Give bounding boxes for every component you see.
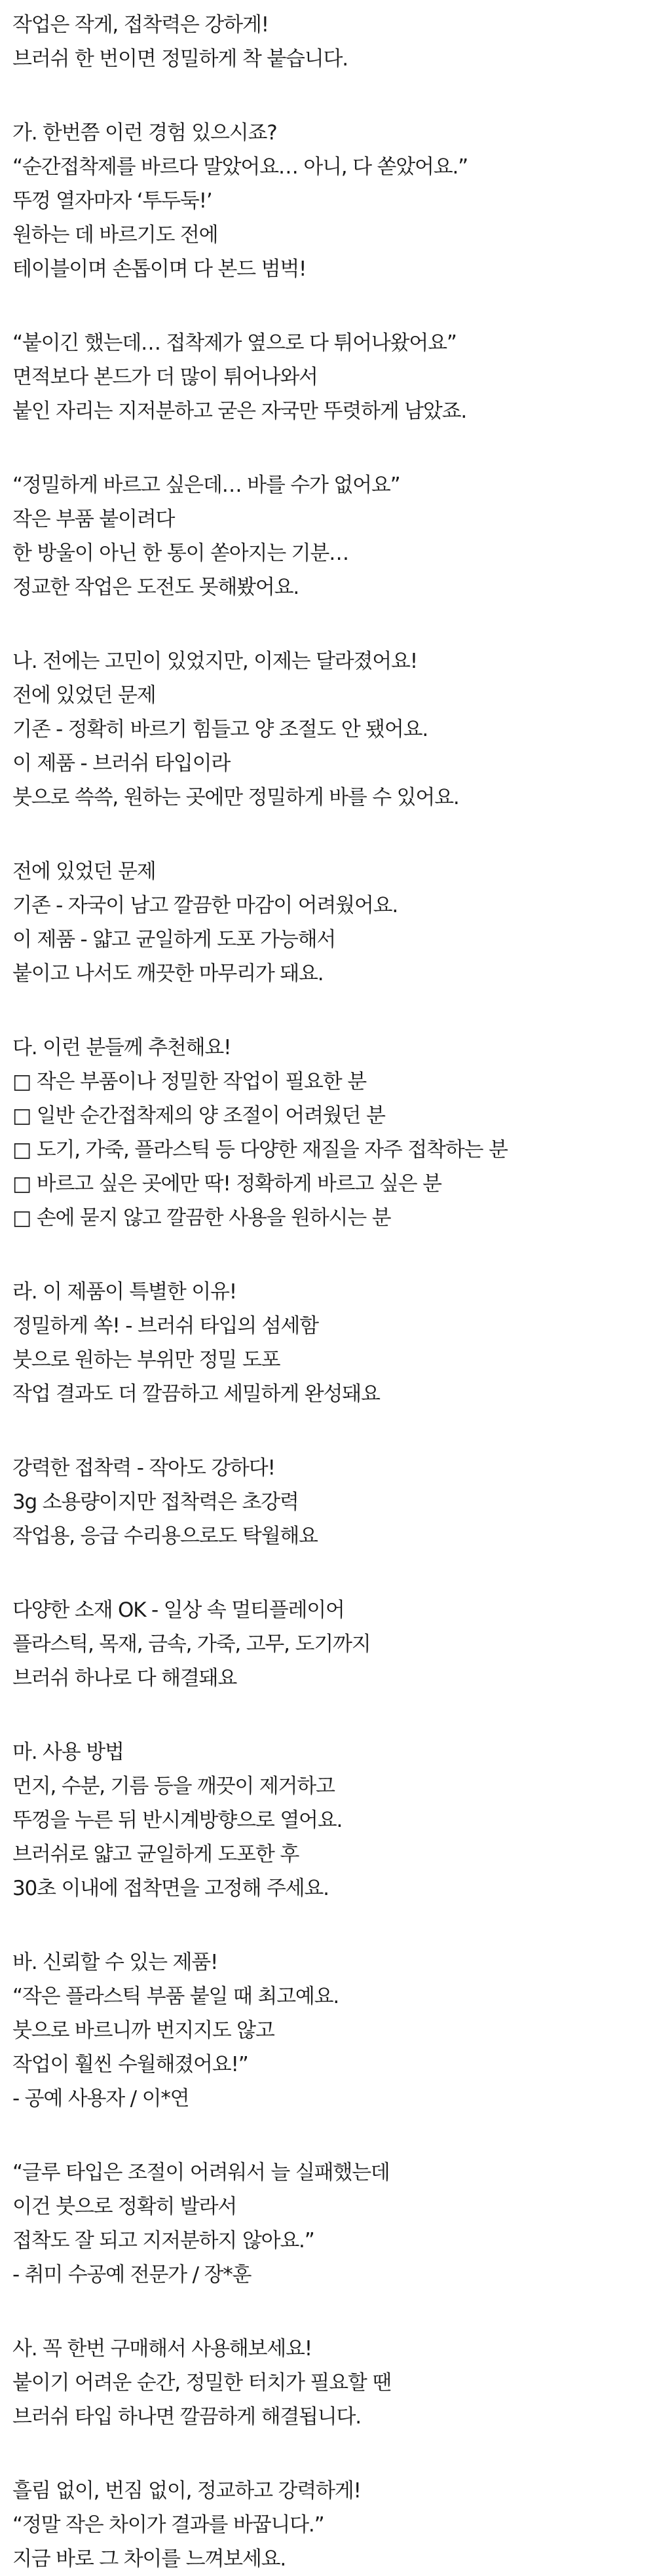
- section-na-before-after: [12, 644, 655, 815]
- text-line: 뚜껑을 누른 뒤 반시계방향으로 열어요.: [12, 1809, 343, 1832]
- review-author: - 취미 수공예 전문가 / 장*훈: [12, 2263, 252, 2287]
- subheadline: 브러쉬 한 번이면 정밀하게 착 붙습니다.: [12, 47, 348, 71]
- text-line: 붙인 자리는 지저분하고 굳은 자국만 뚜렷하게 남았죠.: [12, 399, 466, 423]
- review-text: 접착도 잘 되고 지저분하지 않아요.”: [12, 2229, 314, 2253]
- intro-paragraph: [12, 8, 655, 76]
- checklist-item: □ 작은 부품이나 정밀한 작업이 필요한 분: [12, 1070, 366, 1094]
- section-heading: 가. 한번쯤 이런 경험 있으시죠?: [12, 121, 277, 145]
- text-line: “순간접착제를 바르다 말았어요… 아니, 다 쏟았어요.”: [12, 155, 468, 179]
- multi-material-paragraph: [12, 1593, 655, 1695]
- text-line: 플라스틱, 목재, 금속, 가죽, 고무, 도기까지: [12, 1632, 371, 1656]
- text-line: 붓으로 원하는 부위만 정밀 도포: [12, 1348, 280, 1372]
- closing-paragraph: [12, 2474, 655, 2576]
- experience-overflow-paragraph: [12, 326, 655, 428]
- review-text: 붓으로 바르니까 번지지도 않고: [12, 2019, 274, 2042]
- text-line: “정밀하게 바르고 싶은데… 바를 수가 없어요”: [12, 473, 400, 497]
- text-line: 테이블이며 손톱이며 다 본드 범벅!: [12, 257, 307, 281]
- text-line: 뚜껑 열자마자 ‘투두둑!’: [12, 189, 212, 213]
- text-line: 정교한 작업은 도전도 못해봤어요.: [12, 576, 299, 599]
- text-line: 작업용, 응급 수리용으로도 탁월해요: [12, 1524, 318, 1548]
- text-line: 기존 - 정확히 바르기 힘들고 양 조절도 안 됐어요.: [12, 718, 428, 741]
- text-line: 정밀하게 쏙! - 브러쉬 타입의 섬세함: [12, 1314, 318, 1338]
- text-line: 전에 있었던 문제: [12, 860, 156, 883]
- review-author: - 공예 사용자 / 이*연: [12, 2087, 189, 2110]
- text-line: 브러쉬 타입 하나면 깔끔하게 해결됩니다.: [12, 2405, 361, 2429]
- text-line: 기존 - 자국이 남고 깔끔한 마감이 어려웠어요.: [12, 894, 398, 917]
- text-line: 이 제품 - 얇고 균일하게 도포 가능해서: [12, 928, 336, 951]
- section-heading: 나. 전에는 고민이 있었지만, 이제는 달라졌어요!: [12, 650, 417, 673]
- text-line: 브러쉬로 얇고 균일하게 도포한 후: [12, 1843, 299, 1866]
- checklist-item: □ 도기, 가죽, 플라스틱 등 다양한 재질을 자주 접착하는 분: [12, 1138, 508, 1162]
- text-line: 작업 결과도 더 깔끔하고 세밀하게 완성돼요: [12, 1382, 380, 1406]
- review-text: 이건 붓으로 정확히 발라서: [12, 2195, 237, 2218]
- section-ga-experience: [12, 116, 655, 286]
- section-ba-reviews: [12, 1945, 655, 2116]
- text-line: 원하는 데 바르기도 전에: [12, 223, 218, 247]
- text-line: 면적보다 본드가 더 많이 튀어나와서: [12, 365, 318, 389]
- text-line: “붙이긴 했는데… 접착제가 옆으로 다 튀어나왔어요”: [12, 331, 457, 355]
- review-paragraph: [12, 2156, 655, 2292]
- text-line: “정말 작은 차이가 결과를 바꿉니다.”: [12, 2513, 324, 2537]
- section-heading: 바. 신뢰할 수 있는 제품!: [12, 1951, 218, 1974]
- text-line: 30초 이내에 접착면을 고정해 주세요.: [12, 1877, 329, 1900]
- text-line: 붓으로 쓱쓱, 원하는 곳에만 정밀하게 바를 수 있어요.: [12, 786, 459, 809]
- text-line: 다양한 소재 OK - 일상 속 멀티플레이어: [12, 1598, 345, 1622]
- section-heading: 사. 꼭 한번 구매해서 사용해보세요!: [12, 2337, 312, 2361]
- text-line: 붙이고 나서도 깨끗한 마무리가 돼요.: [12, 962, 324, 985]
- section-da-recommendations: [12, 1031, 655, 1235]
- checklist-item: □ 바르고 싶은 곳에만 딱! 정확하게 바르고 싶은 분: [12, 1172, 441, 1196]
- text-line: 한 방울이 아닌 한 통이 쏟아지는 기분…: [12, 542, 348, 565]
- review-text: “글루 타입은 조절이 어려워서 늘 실패했는데: [12, 2161, 390, 2184]
- text-line: 이 제품 - 브러쉬 타입이라: [12, 752, 231, 775]
- section-heading: 마. 사용 방법: [12, 1740, 124, 1764]
- section-heading: 다. 이런 분들께 추천해요!: [12, 1036, 231, 1059]
- text-line: 브러쉬 하나로 다 해결돼요: [12, 1666, 237, 1690]
- checklist-item: □ 일반 순간접착제의 양 조절이 어려웠던 분: [12, 1104, 385, 1128]
- text-line: 3g 소용량이지만 접착력은 초강력: [12, 1490, 299, 1514]
- text-line: 흘림 없이, 번짐 없이, 정교하고 강력하게!: [12, 2479, 361, 2503]
- experience-precision-paragraph: [12, 468, 655, 604]
- text-line: 먼지, 수분, 기름 등을 깨끗이 제거하고: [12, 1775, 335, 1798]
- section-heading: 라. 이 제품이 특별한 이유!: [12, 1280, 236, 1304]
- text-line: 강력한 접착력 - 작아도 강하다!: [12, 1456, 275, 1480]
- text-line: 붙이기 어려운 순간, 정밀한 터치가 필요할 땐: [12, 2371, 392, 2395]
- checklist-item: □ 손에 묻지 않고 깔끔한 사용을 원하시는 분: [12, 1206, 391, 1230]
- section-ra-special-reasons: [12, 1275, 655, 1411]
- text-line: 작은 부품 붙이려다: [12, 507, 175, 531]
- review-text: 작업이 훨씬 수월해졌어요!”: [12, 2053, 248, 2076]
- headline: 작업은 작게, 접착력은 강하게!: [12, 13, 269, 37]
- before-after-finish-paragraph: [12, 855, 655, 991]
- strong-adhesion-paragraph: [12, 1451, 655, 1553]
- section-sa-recommend-purchase: [12, 2332, 655, 2434]
- section-ma-usage: [12, 1735, 655, 1905]
- text-line: 전에 있었던 문제: [12, 684, 156, 707]
- text-line: 지금 바로 그 차이를 느껴보세요.: [12, 2547, 286, 2571]
- review-text: “작은 플라스틱 부품 붙일 때 최고예요.: [12, 1985, 339, 2008]
